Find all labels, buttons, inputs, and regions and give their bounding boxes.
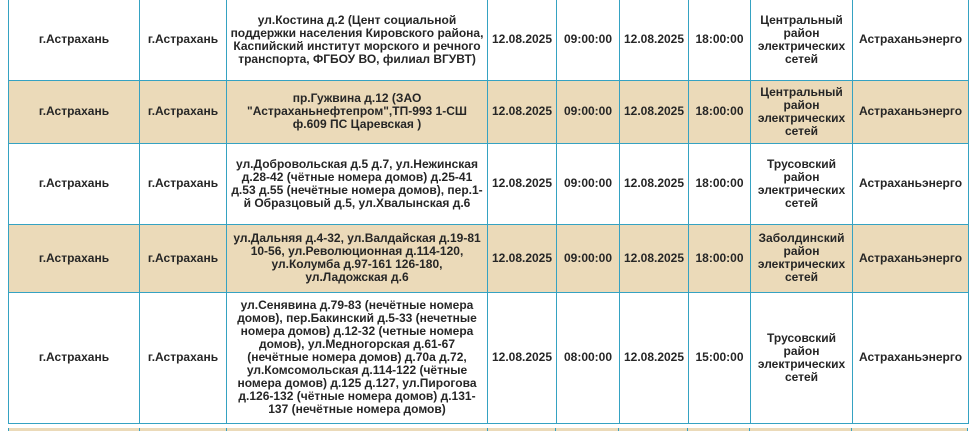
cell-district: г.Астрахань	[140, 0, 227, 80]
cell-city: г.Астрахань	[9, 292, 140, 423]
cell-network-district: Трусовский район электрических сетей	[751, 292, 853, 423]
cell-time-end: 18:00:00	[689, 0, 751, 80]
cell-city: г.Астрахань	[9, 224, 140, 292]
cell-city: г.Астрахань	[9, 143, 140, 224]
cell-time-start: 09:00:00	[557, 0, 620, 80]
cell-time-start: 08:00:00	[557, 292, 620, 423]
cell-network-district: Центральный район электрических сетей	[751, 80, 853, 143]
cell-company: Астраханьэнерго	[853, 292, 969, 423]
cell-time-start: 09:00:00	[557, 143, 620, 224]
cell-district: г.Астрахань	[140, 143, 227, 224]
cell-time-end: 18:00:00	[689, 80, 751, 143]
table-row	[9, 0, 969, 80]
cell-company: Астраханьэнерго	[853, 0, 969, 80]
cell-time-end: 15:00:00	[689, 292, 751, 423]
cell-addresses: ул.Сенявина д.79-83 (нечётные номера домов), пер.Бакинский д.5-33 (нечетные номера домов) д.12-32 (четные номера домов), ул.Медногорская д.61-67 (нечётные номера домов) д.70а д.72, ул.Комсомольская д.114-122 (чётные номера домов) д.125 д.127, ул.Пирогова д.126-132 (чётные номера домов) д.131-137 (нечётные номера домов)	[227, 292, 488, 423]
cell-date-start: 12.08.2025	[488, 292, 557, 423]
cell-district: г.Астрахань	[140, 292, 227, 423]
cell-date-end: 12.08.2025	[620, 224, 689, 292]
cell-addresses: ул.Добровольская д.5 д.7, ул.Нежинская д.28-42 (чётные номера домов) д.25-41 д.53 д.55 (нечётные номера домов), пер.1-й Образцовый д.5, ул.Хвалынская д.6	[227, 143, 488, 224]
cell-date-start: 12.08.2025	[488, 0, 557, 80]
table-row	[9, 224, 969, 292]
cell-company: Астраханьэнерго	[853, 143, 969, 224]
outage-table-container	[8, 0, 968, 431]
cell-city: г.Астрахань	[9, 0, 140, 80]
cell-company: Астраханьэнерго	[853, 80, 969, 143]
cell-district: г.Астрахань	[140, 80, 227, 143]
table-row	[9, 143, 969, 224]
next-row-cutoff	[8, 428, 968, 431]
cell-date-end: 12.08.2025	[620, 0, 689, 80]
cell-district: г.Астрахань	[140, 224, 227, 292]
cell-time-end: 18:00:00	[689, 224, 751, 292]
cell-date-start: 12.08.2025	[488, 143, 557, 224]
cell-addresses: ул.Дальняя д.4-32, ул.Валдайская д.19-81 10-56, ул.Революционная д.114-120, ул.Колумба д.97-161 126-180, ул.Ладожская д.6	[227, 224, 488, 292]
cell-time-end: 18:00:00	[689, 143, 751, 224]
cell-time-start: 09:00:00	[557, 80, 620, 143]
cell-network-district: Центральный район электрических сетей	[751, 0, 853, 80]
cell-date-start: 12.08.2025	[488, 224, 557, 292]
cell-date-end: 12.08.2025	[620, 292, 689, 423]
cell-date-end: 12.08.2025	[620, 80, 689, 143]
table-row	[9, 292, 969, 423]
outage-table	[8, 0, 969, 424]
cell-addresses: ул.Костина д.2 (Цент социальной поддержки населения Кировского района, Каспийский институт морского и речного транспорта, ФГБОУ ВО, филиал ВГУВТ)	[227, 0, 488, 80]
cell-time-start: 09:00:00	[557, 224, 620, 292]
table-row	[9, 80, 969, 143]
cell-network-district: Заболдинский район электрических сетей	[751, 224, 853, 292]
cell-date-end: 12.08.2025	[620, 143, 689, 224]
cell-company: Астраханьэнерго	[853, 224, 969, 292]
cell-date-start: 12.08.2025	[488, 80, 557, 143]
cell-addresses: пр.Гужвина д.12 (ЗАО "Астраханьнефтепром",ТП-993 1-СШ ф.609 ПС Царевская )	[227, 80, 488, 143]
cell-city: г.Астрахань	[9, 80, 140, 143]
cell-network-district: Трусовский район электрических сетей	[751, 143, 853, 224]
